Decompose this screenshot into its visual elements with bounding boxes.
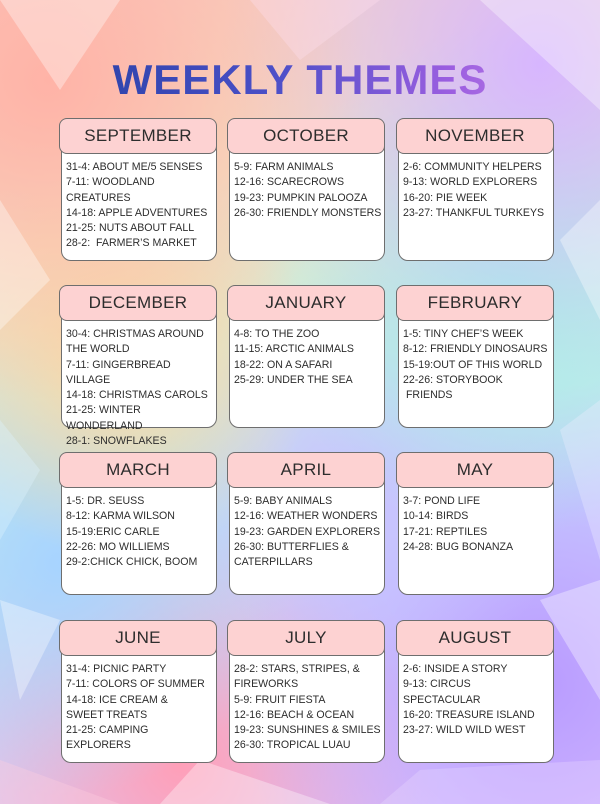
month-header: JULY	[227, 620, 385, 656]
month-card-january	[229, 287, 385, 428]
theme-line: 2-6: INSIDE A STORY	[403, 663, 508, 675]
theme-line: 9-13: WORLD EXPLORERS	[403, 176, 538, 189]
theme-line: FRIENDS	[403, 389, 453, 402]
theme-line: SWEET TREATS	[66, 708, 148, 721]
theme-line: 22-26: STORYBOOK	[403, 373, 503, 386]
theme-line: 5-9: FARM ANIMALS	[234, 161, 334, 173]
theme-line: 8-12: FRIENDLY DINOSAURS	[403, 343, 548, 356]
theme-line: 28-1: SNOWFLAKES	[66, 435, 167, 448]
theme-line: 11-15: ARCTIC ANIMALS	[234, 343, 354, 356]
theme-line: 21-25: CAMPING	[66, 724, 149, 737]
theme-line: 14-18: APPLE ADVENTURES	[66, 206, 208, 219]
theme-line: 23-27: WILD WILD WEST	[403, 724, 526, 737]
theme-list	[66, 662, 214, 754]
month-header: JANUARY	[227, 285, 385, 321]
month-header: JUNE	[59, 620, 217, 656]
theme-line: 7-11: COLORS OF SUMMER	[66, 678, 205, 691]
theme-line: 21-25: NUTS ABOUT FALL	[66, 222, 195, 235]
theme-line: 3-7: POND LIFE	[403, 495, 481, 507]
theme-list	[403, 327, 551, 403]
theme-line: 17-21: REPTILES	[403, 525, 488, 538]
theme-line: 15-19:OUT OF THIS WORLD	[403, 358, 543, 371]
theme-line: 16-20: PIE WEEK	[403, 191, 488, 204]
theme-line: EXPLORERS	[66, 739, 131, 752]
theme-line: 1-5: TINY CHEF’S WEEK	[403, 328, 524, 340]
theme-line: 12-16: WEATHER WONDERS	[234, 510, 378, 523]
month-header: AUGUST	[396, 620, 554, 656]
theme-line: 24-28: BUG BONANZA	[403, 540, 514, 553]
theme-line: 23-27: THANKFUL TURKEYS	[403, 206, 545, 219]
month-card-may	[398, 454, 554, 595]
month-card-march	[61, 454, 217, 595]
theme-line: 14-18: ICE CREAM &	[66, 693, 168, 706]
theme-list	[66, 494, 214, 570]
month-card-june	[61, 622, 217, 763]
month-header: SEPTEMBER	[59, 118, 217, 154]
month-card-april	[229, 454, 385, 595]
theme-line: 12-16: BEACH & OCEAN	[234, 708, 355, 721]
theme-list	[403, 160, 551, 221]
month-card-december	[61, 287, 217, 448]
month-card-october	[229, 120, 385, 261]
theme-list	[234, 662, 382, 754]
theme-line: 7-11: WOODLAND	[66, 176, 155, 189]
theme-line: 25-29: UNDER THE SEA	[234, 373, 353, 386]
theme-line: 5-9: BABY ANIMALS	[234, 495, 333, 507]
theme-line: 29-2:CHICK CHICK, BOOM	[66, 556, 198, 569]
theme-list	[234, 327, 382, 388]
theme-line: 30-4: CHRISTMAS AROUND	[66, 328, 204, 340]
theme-line: FIREWORKS	[234, 678, 299, 691]
month-header: MAY	[396, 452, 554, 488]
theme-line: 26-30: FRIENDLY MONSTERS	[234, 206, 382, 219]
theme-line: SPECTACULAR	[403, 693, 481, 706]
month-header: MARCH	[59, 452, 217, 488]
month-card-september	[61, 120, 217, 261]
theme-list	[66, 327, 214, 449]
month-header: OCTOBER	[227, 118, 385, 154]
month-header: APRIL	[227, 452, 385, 488]
theme-list	[403, 494, 551, 555]
theme-line: CREATURES	[66, 191, 131, 204]
month-card-february	[398, 287, 554, 428]
theme-line: 14-18: CHRISTMAS CAROLS	[66, 389, 208, 402]
month-header: DECEMBER	[59, 285, 217, 321]
theme-line: 12-16: SCARECROWS	[234, 176, 345, 189]
theme-line: 31-4: ABOUT ME/5 SENSES	[66, 161, 203, 173]
theme-line: 21-25: WINTER WONDERLAND	[66, 404, 144, 432]
month-header: NOVEMBER	[396, 118, 554, 154]
theme-line: 2-6: COMMUNITY HELPERS	[403, 161, 542, 173]
theme-line: 1-5: DR. SEUSS	[66, 495, 145, 507]
month-card-november	[398, 120, 554, 261]
theme-line: 10-14: BIRDS	[403, 510, 469, 523]
month-card-august	[398, 622, 554, 763]
theme-list	[234, 494, 382, 570]
theme-line: 26-30: BUTTERFLIES &	[234, 540, 349, 553]
theme-list	[234, 160, 382, 221]
theme-line: 7-11: GINGERBREAD VILLAGE	[66, 358, 174, 386]
theme-line: 19-23: PUMPKIN PALOOZA	[234, 191, 368, 204]
theme-line: 22-26: MO WILLIEMS	[66, 540, 170, 553]
theme-line: 26-30: TROPICAL LUAU	[234, 739, 351, 752]
page-title: WEEKLY THEMES	[0, 56, 600, 104]
theme-line: 19-23: GARDEN EXPLORERS	[234, 525, 381, 538]
month-header: FEBRUARY	[396, 285, 554, 321]
theme-list	[403, 662, 551, 738]
theme-line: 28-2: STARS, STRIPES, &	[234, 663, 360, 675]
theme-line: 31-4: PICNIC PARTY	[66, 663, 167, 675]
theme-line: 4-8: TO THE ZOO	[234, 328, 320, 340]
theme-list	[66, 160, 214, 252]
theme-line: 19-23: SUNSHINES & SMILES	[234, 724, 381, 737]
theme-line: 8-12: KARMA WILSON	[66, 510, 175, 523]
theme-line: 9-13: CIRCUS	[403, 678, 471, 691]
theme-line: 18-22: ON A SAFARI	[234, 358, 333, 371]
theme-line: 16-20: TREASURE ISLAND	[403, 708, 535, 721]
theme-line: 5-9: FRUIT FIESTA	[234, 693, 326, 706]
theme-line: 28-2: FARMER’S MARKET	[66, 237, 197, 250]
month-card-july	[229, 622, 385, 763]
theme-line: THE WORLD	[66, 343, 130, 356]
theme-line: 15-19:ERIC CARLE	[66, 525, 160, 538]
theme-line: CATERPILLARS	[234, 556, 313, 569]
